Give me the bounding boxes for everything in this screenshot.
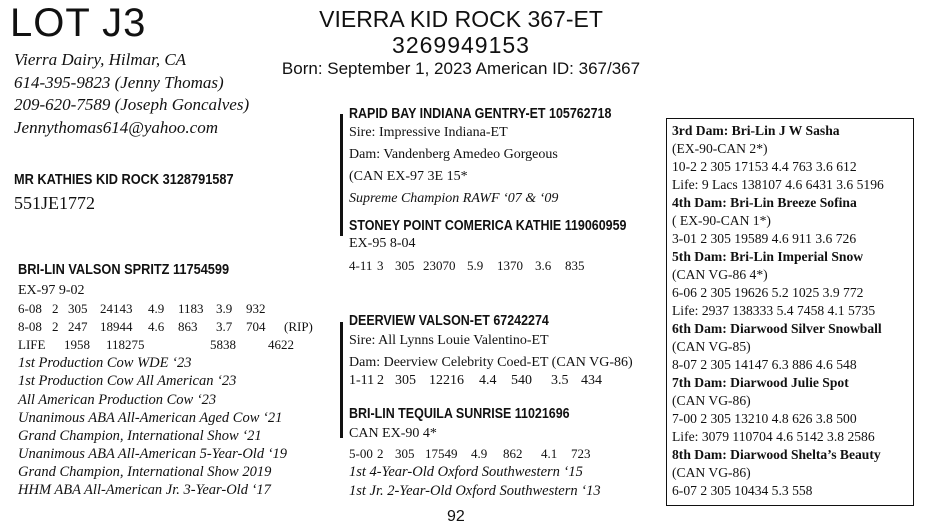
- ancestor-dam-name: 4th Dam: Bri-Lin Breeze Sofina: [672, 195, 857, 210]
- record-cell: 5-00: [349, 446, 373, 461]
- ancestor-dam-name: 8th Dam: Diarwood Shelta’s Beauty: [672, 447, 881, 462]
- ancestor-dam-name: 3rd Dam: Bri-Lin J W Sasha: [672, 123, 840, 138]
- dam-record-cell: (RIP): [284, 319, 313, 335]
- dam-record-cell: 6-08: [18, 301, 42, 317]
- paternal-bracket: [340, 114, 343, 236]
- dam-record-row: [18, 300, 320, 318]
- record-cell: 12216: [429, 373, 464, 388]
- ancestor-dam-detail: (EX-90-CAN 2*): [672, 141, 768, 156]
- consignor-phone-2: 209-620-7589 (Joseph Goncalves): [14, 95, 250, 114]
- ancestor-dam-detail: Life: 3079 110704 4.6 5142 3.8 2586: [672, 429, 875, 444]
- ancestor-dam-detail: 6-07 2 305 10434 5.3 558: [672, 483, 813, 498]
- sire-name: MR KATHIES KID ROCK 3128791587: [14, 172, 234, 188]
- maternal-granddam-honor: 1st 4-Year-Old Oxford Southwestern ‘15: [349, 464, 583, 480]
- record-cell: 5.9: [467, 258, 484, 273]
- animal-header: [256, 6, 666, 80]
- animal-registration-number: 3269949153: [392, 32, 530, 58]
- paternal-grandsire-dam-class: (CAN EX-97 3E 15*: [349, 169, 468, 184]
- maternal-grandsire-name: DEERVIEW VALSON-ET 67242274: [349, 313, 549, 329]
- ancestor-dam-detail: (CAN VG-86): [672, 465, 751, 480]
- maternal-granddam-class: CAN EX-90 4*: [349, 426, 437, 441]
- animal-name: VIERRA KID ROCK 367-ET: [319, 6, 603, 32]
- page-number: 92: [447, 508, 465, 525]
- ancestor-dam-detail: (CAN VG-86 4*): [672, 267, 768, 282]
- dam-record-cell: 3.9: [216, 301, 233, 317]
- ancestor-dam-detail: Life: 2937 138333 5.4 7458 4.1 5735: [672, 303, 876, 318]
- maternal-granddam-record: [349, 445, 601, 463]
- dam-record-cell: 247: [68, 319, 88, 335]
- maternal-bracket: [340, 322, 343, 438]
- maternal-grandsire-info: [349, 330, 633, 374]
- ancestor-dam-detail: 6-06 2 305 19626 5.2 1025 3.9 772: [672, 285, 864, 300]
- dam-record-row: [18, 336, 320, 354]
- dam-record-cell: 1183: [178, 301, 204, 317]
- dam-record-cell: 2: [52, 301, 59, 317]
- ancestor-dam-detail: 10-2 2 305 17153 4.4 763 3.6 612: [672, 159, 857, 174]
- record-cell: 1-11: [349, 373, 375, 388]
- dam-record-cell: 5838: [210, 337, 236, 353]
- paternal-grandsire-dam: Dam: Vandenberg Amedeo Gorgeous: [349, 147, 558, 162]
- record-cell: 1370: [497, 258, 523, 273]
- dam-record-cell: 8-08: [18, 319, 42, 335]
- record-cell: 862: [503, 446, 523, 461]
- dam-honor: 1st Production Cow WDE ‘23: [18, 355, 192, 372]
- record-cell: 2: [377, 373, 384, 388]
- dam-record-cell: 932: [246, 301, 266, 317]
- lot-number: LOT J3: [10, 1, 147, 45]
- dam-record-cell: 2: [52, 319, 59, 335]
- record-cell: 2: [377, 446, 384, 461]
- ancestor-dam-detail: ( EX-90-CAN 1*): [672, 213, 771, 228]
- record-cell: 3: [377, 258, 384, 273]
- record-cell: 305: [395, 446, 415, 461]
- dam-record-cell: 24143: [100, 301, 133, 317]
- dam-record-cell: 305: [68, 301, 88, 317]
- paternal-grandsire-dam-honor: Supreme Champion RAWF ‘07 & ‘09: [349, 191, 559, 206]
- dam-record-cell: 118275: [106, 337, 145, 353]
- ancestor-dam-name: 7th Dam: Diarwood Julie Spot: [672, 375, 849, 390]
- consignor-farm: Vierra Dairy, Hilmar, CA: [14, 50, 187, 69]
- dam-record-row: [18, 318, 320, 336]
- record-cell: 305: [395, 373, 416, 388]
- sire-code: 551JE1772: [14, 193, 95, 213]
- paternal-granddam-record: [349, 257, 595, 275]
- record-cell: 4.1: [541, 446, 558, 461]
- maternal-granddam-honor: 1st Jr. 2-Year-Old Oxford Southwestern ‘13: [349, 483, 601, 499]
- dam-record-cell: 1958: [64, 337, 90, 353]
- record-cell: 3.6: [535, 258, 552, 273]
- ancestor-dam-detail: (CAN VG-86): [672, 393, 751, 408]
- paternal-grandsire-name: RAPID BAY INDIANA GENTRY-ET 105762718: [349, 106, 612, 122]
- record-cell: 17549: [425, 446, 458, 461]
- maternal-granddam-honors: [349, 463, 601, 501]
- dam-honors: [18, 354, 320, 499]
- ancestor-dam-detail: 7-00 2 305 13210 4.8 626 3.8 500: [672, 411, 857, 426]
- paternal-granddam-name: STONEY POINT COMERICA KATHIE 119060959: [349, 218, 627, 234]
- dam-record-cell: LIFE: [18, 337, 46, 353]
- dam-record-cell: 863: [178, 319, 198, 335]
- record-cell: 723: [571, 446, 591, 461]
- ancestor-dam-detail: (CAN VG-85): [672, 339, 751, 354]
- dam-records: [18, 300, 320, 354]
- dam-record-cell: 18944: [100, 319, 133, 335]
- ancestor-dam-detail: 3-01 2 305 19589 4.6 911 3.6 726: [672, 231, 857, 246]
- ancestor-dam-name: 6th Dam: Diarwood Silver Snowball: [672, 321, 882, 336]
- record-cell: 540: [511, 373, 532, 388]
- dam-name: BRI-LIN VALSON SPRITZ 11754599: [18, 262, 230, 278]
- record-cell: 4.4: [479, 373, 497, 388]
- record-cell: 4.9: [471, 446, 488, 461]
- dam-honor: 1st Production Cow All American ‘23: [18, 373, 237, 390]
- consignor-email: Jennythomas614@yahoo.com: [14, 117, 219, 137]
- dam-record-cell: 4.9: [148, 301, 165, 317]
- dam-honor: Unanimous ABA All-American 5-Year-Old ‘19: [18, 445, 288, 462]
- consignor-info: [14, 49, 249, 139]
- record-cell: 434: [581, 373, 602, 388]
- dam-record-cell: 4.6: [148, 319, 165, 335]
- dam-info: [18, 282, 320, 499]
- dam-record-cell: 704: [246, 319, 266, 335]
- dam-honor: All American Production Cow ‘23: [18, 391, 217, 408]
- dam-honor: Grand Champion, International Show ‘21: [18, 427, 262, 444]
- record-cell: 23070: [423, 258, 456, 273]
- ancestor-dam-detail: 8-07 2 305 14147 6.3 886 4.6 548: [672, 357, 857, 372]
- animal-born-line: Born: September 1, 2023 American ID: 367/367: [281, 59, 641, 78]
- record-cell: 305: [395, 258, 415, 273]
- dam-honor: Unanimous ABA All-American Aged Cow ‘21: [18, 409, 283, 426]
- dam-record-cell: 4622: [268, 337, 294, 353]
- record-cell: 835: [565, 258, 585, 273]
- record-cell: 4-11: [349, 258, 373, 273]
- record-cell: 3.5: [551, 373, 569, 388]
- dam-honor: Grand Champion, International Show 2019: [18, 463, 272, 480]
- dam-classification: EX-97 9-02: [18, 283, 85, 298]
- dam-honor: HHM ABA All-American Jr. 3-Year-Old ‘17: [18, 482, 271, 499]
- ancestor-dam-name: 5th Dam: Bri-Lin Imperial Snow: [672, 249, 864, 264]
- ancestor-dam-detail: Life: 9 Lacs 138107 4.6 6431 3.6 5196: [672, 177, 884, 192]
- paternal-granddam-class: EX-95 8-04: [349, 236, 416, 251]
- deep-pedigree-list: [672, 122, 884, 500]
- paternal-grandsire-info: [349, 122, 558, 210]
- consignor-phone-1: 614-395-9823 (Jenny Thomas): [14, 72, 224, 92]
- maternal-grandsire-sire: Sire: All Lynns Louie Valentino-ET: [349, 333, 549, 348]
- maternal-grandsire-record: [349, 372, 615, 390]
- maternal-grandsire-dam: Dam: Deerview Celebrity Coed-ET (CAN VG-86): [349, 355, 633, 370]
- dam-record-cell: 3.7: [216, 319, 233, 335]
- paternal-grandsire-sire: Sire: Impressive Indiana-ET: [349, 125, 508, 140]
- maternal-granddam-name: BRI-LIN TEQUILA SUNRISE 11021696: [349, 406, 570, 422]
